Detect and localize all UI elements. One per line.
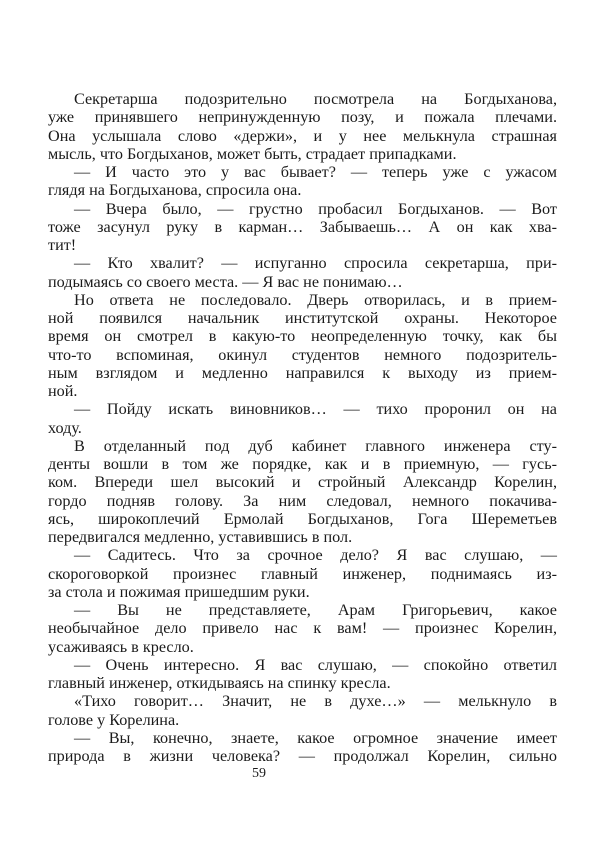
text-line: Она услышала слово «держи», и у нее мелькнула страшная (48, 126, 557, 145)
text-line: Секретарша подозрительно посмотрела на Богдыханова, (74, 90, 557, 108)
text-line: ясь, широкоплечий Ермолай Богдыханов, Гога Шереметьев (48, 509, 557, 528)
text-line: — Очень интересно. Я вас слушаю, — спокойно ответил (74, 655, 557, 674)
text-line: — Вчера было, — грустно пробасил Богдыханов. — Вот (74, 199, 557, 218)
text-line: тит! (48, 236, 77, 254)
paragraph (48, 546, 557, 601)
text-line: — Пойду искать виновников… — тихо проронил он на (74, 400, 557, 419)
text-line: природа в жизни человека? — продолжал Корелин, сильно (48, 747, 557, 765)
text-line: подымаясь со своего места. — Я вас не понимаю… (48, 272, 403, 291)
paragraph (48, 601, 557, 656)
text-line: главный инженер, откидываясь на спинку кресла. (48, 674, 391, 692)
text-line: — Вы, конечно, знаете, какое огромное значение имеет (74, 728, 557, 747)
page-body-text (48, 90, 557, 765)
text-line: — Вы не представляете, Арам Григорьевич, какое (74, 601, 557, 619)
text-line: Но ответа не последовало. Дверь отворилась, и в прием- (74, 290, 557, 309)
paragraph (48, 200, 557, 255)
text-line: голове у Корелина. (48, 710, 180, 729)
paragraph (48, 656, 557, 693)
text-line: за стола и пожимая пришедшим руки. (48, 582, 310, 601)
text-line: глядя на Богдыханова, спросила она. (48, 181, 302, 200)
text-line: В отделанный под дуб кабинет главного инженера сту- (74, 436, 557, 455)
text-line: уже принявшего непринужденную позу, и пожала плечами. (48, 108, 557, 127)
text-line: усаживаясь в кресло. (48, 637, 194, 656)
text-line: мысль, что Богдыханов, может быть, страдает припадками. (48, 144, 457, 163)
text-line: ным взглядом и медленно направился к выходу из прием- (48, 363, 557, 382)
paragraph (48, 163, 557, 200)
text-line: денты вошли в том же порядке, как и в приемную, — гусь- (48, 455, 557, 473)
paragraph (48, 291, 557, 401)
paragraph (48, 90, 557, 163)
paragraph (48, 254, 557, 291)
text-line: необычайное дело привело нас к вам! — произнес Корелин, (48, 619, 557, 638)
text-line: — Садитесь. Что за срочное дело? Я вас слушаю, — (74, 546, 557, 565)
paragraph (48, 437, 557, 547)
text-line: «Тихо говорит… Значит, не в духе…» — мелькнуло в (74, 692, 557, 711)
text-line: скороговоркой произнес главный инженер, поднимаясь из- (48, 564, 557, 583)
text-line: ной появился начальник институтской охраны. Некоторое (48, 309, 557, 327)
text-line: — И часто это у вас бывает? — теперь уже с ужасом (74, 163, 557, 181)
text-line: передвигался медленно, уставившись в пол. (48, 528, 353, 546)
text-line: тоже засунул руку в карман… Забываешь… А он как хва- (48, 217, 557, 236)
paragraph (48, 692, 557, 729)
text-line: ной. (48, 382, 78, 400)
text-line: ходу. (48, 418, 82, 437)
text-line: гордо подняв голову. За ним следовал, немного покачива- (48, 491, 557, 510)
text-line: время он смотрел в какую-то неопределенную точку, как бы (48, 327, 557, 346)
paragraph (48, 729, 557, 766)
paragraph (48, 400, 557, 437)
page-number: 59 (252, 766, 266, 781)
text-line: — Кто хвалит? — испуганно спросила секретарша, при- (74, 254, 557, 273)
text-line: ком. Впереди шел высокий и стройный Александр Корелин, (48, 473, 557, 492)
text-line: что-то вспоминая, окинул студентов немного подозритель- (48, 345, 557, 364)
